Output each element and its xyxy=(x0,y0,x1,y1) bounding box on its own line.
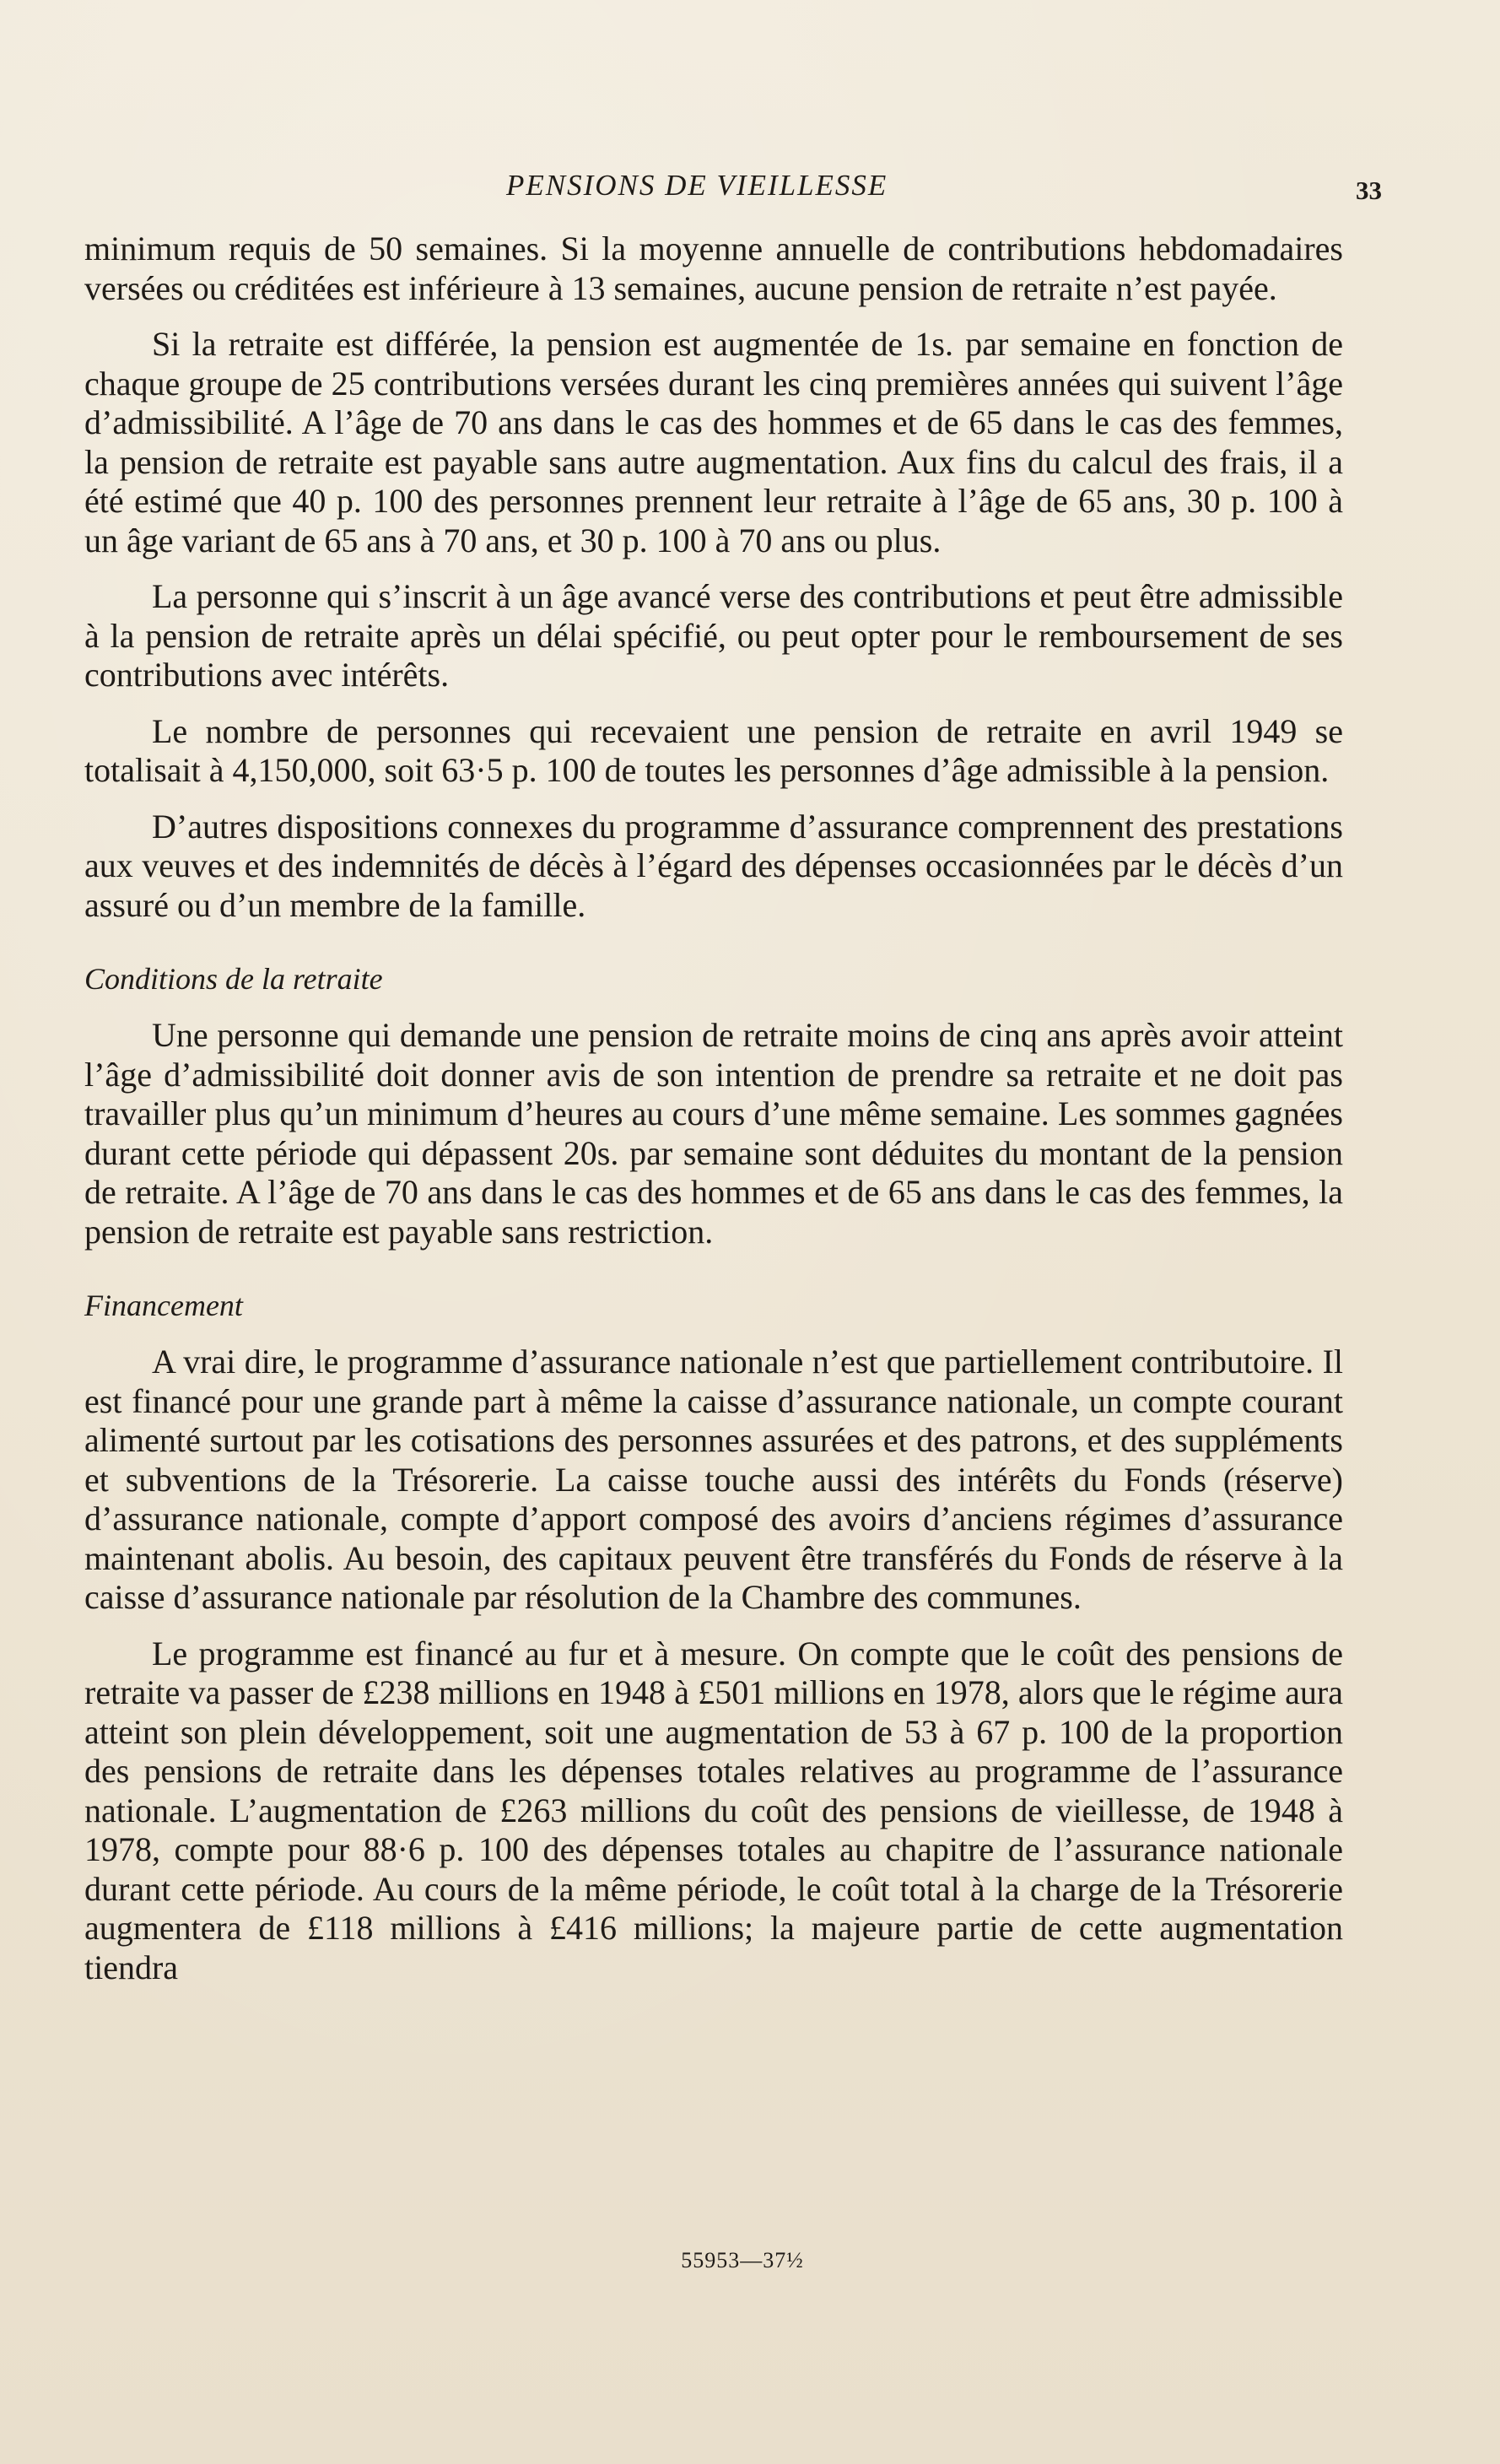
page-number: 33 xyxy=(1356,176,1382,205)
footer-code: 55953—37½ xyxy=(681,2248,804,2272)
paragraph: Le programme est financé au fur et à mesure. On compte que le coût des pensions de retraite va passer de £238 millions en 1948 à £501 millions en 1978, alors que le régime aura atteint son plein développement, soit une augmentation de 53 à 67 p. 100 de la proportion des pensions de retraite dans les dépenses totales relatives au programme de l’assurance nationale. L’augmentation de £263 millions du coût des pensions de vieillesse, de 1948 à 1978, compte pour 88·6 p. 100 des dépenses totales au chapitre de l’assurance nationale durant cette période. Au cours de la même période, le coût total à la charge de la Trésorerie augmentera de £118 millions à £416 millions; la majeure partie de cette augmentation tiendra xyxy=(84,1634,1343,1986)
paragraph: Une personne qui demande une pension de retraite moins de cinq ans après avoir atteint l’âge d’admissibilité doit donner avis de son intention de prendre sa retraite et ne doit pas travailler plus qu’un minimum d’heures au cours d’une même semaine. Les sommes gagnées durant cette période qui dépassent 20s. par semaine sont déduites du montant de la pension de retraite. A l’âge de 70 ans dans le cas des hommes et de 65 ans dans le cas des femmes, la pension de retraite est payable sans restriction. xyxy=(84,1016,1343,1251)
running-header: PENSIONS DE VIEILLESSE xyxy=(506,169,888,202)
paragraph: Si la retraite est différée, la pension est augmentée de 1s. par semaine en fonction de chaque groupe de 25 contributions versées durant les cinq premières années qui suivent l’âge d’admissibilité. A l’âge de 70 ans dans le cas des hommes et de 65 dans le cas des femmes, la pension de retraite est payable sans autre augmentation. Aux fins du calcul des frais, il a été estimé que 40 p. 100 des personnes prennent leur retraite à l’âge de 65 ans, 30 p. 100 à un âge variant de 65 ans à 70 ans, et 30 p. 100 à 70 ans ou plus. xyxy=(84,325,1343,559)
paragraph: minimum requis de 50 semaines. Si la moyenne annuelle de contributions hebdomadaires versées ou créditées est inférieure à 13 semaines, aucune pension de retraite n’est payée. xyxy=(84,230,1343,307)
body-text xyxy=(84,230,1343,1987)
paragraph: Le nombre de personnes qui recevaient une pension de retraite en avril 1949 se totalisait à 4,150,000, soit 63·5 p. 100 de toutes les personnes d’âge admissible à la pension. xyxy=(84,711,1343,789)
section-heading-conditions: Conditions de la retraite xyxy=(84,962,383,996)
paragraph: D’autres dispositions connexes du programme d’assurance comprennent des prestations aux veuves et des indemnités de décès à l’égard des dépenses occasionnées par le décès d’un assuré ou d’un membre de la famille. xyxy=(84,807,1343,924)
section-heading-financement: Financement xyxy=(84,1289,243,1322)
paragraph: La personne qui s’inscrit à un âge avancé verse des contributions et peut être admissible à la pension de retraite après un délai spécifié, ou peut opter pour le remboursement de ses contributions avec intérêts. xyxy=(84,577,1343,694)
paragraph: A vrai dire, le programme d’assurance nationale n’est que partiellement contributoire. Il est financé pour une grande part à même la caisse d’assurance nationale, un compte courant alimenté surtout par les cotisations des personnes assurées et des patrons, et des suppléments et subventions de la Trésorerie. La caisse touche aussi des intérêts du Fonds (réserve) d’assurance nationale, compte d’apport composé des avoirs d’anciens régimes d’assurance maintenant abolis. Au besoin, des capitaux peuvent être transférés du Fonds de réserve à la caisse d’assurance nationale par résolution de la Chambre des communes. xyxy=(84,1343,1343,1616)
